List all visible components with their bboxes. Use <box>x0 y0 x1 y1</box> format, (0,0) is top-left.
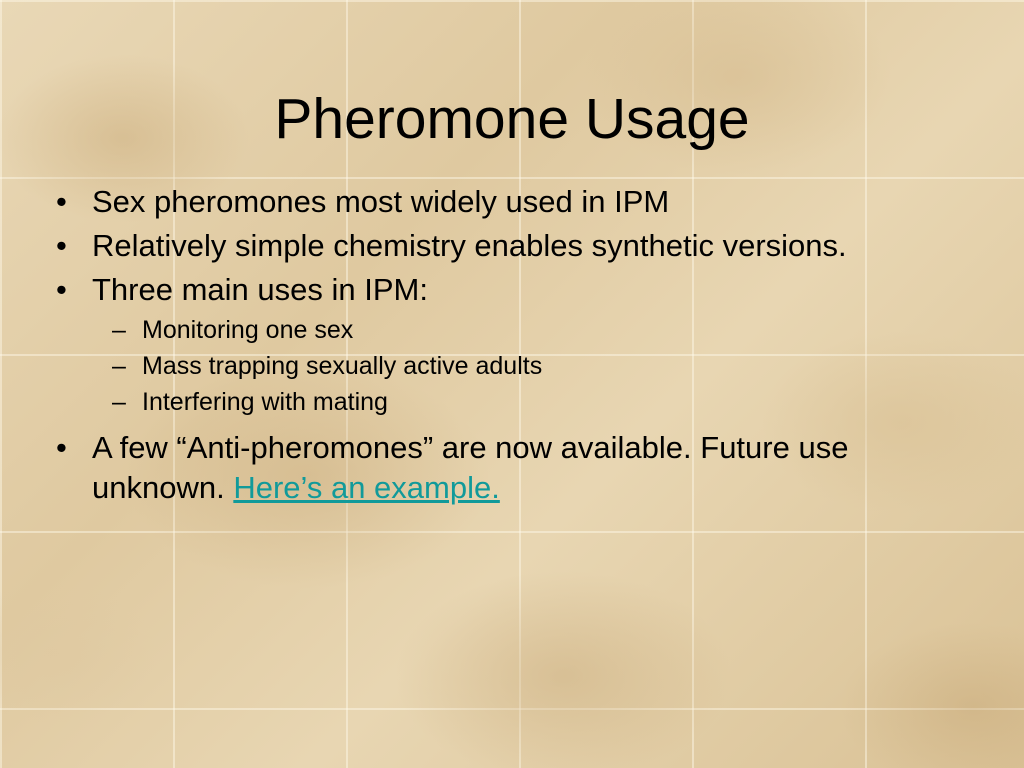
list-item <box>56 182 986 222</box>
sub-list-item <box>56 314 986 347</box>
sub-list-item <box>56 386 986 419</box>
slide-body-list <box>56 182 986 512</box>
list-item <box>56 270 986 310</box>
bullet-glyph: • <box>56 184 67 219</box>
bullet-glyph: • <box>56 429 67 465</box>
bullet-glyph: • <box>56 227 67 263</box>
list-item-label <box>92 428 986 508</box>
list-item <box>56 226 986 266</box>
list-item-label: Relatively simple chemistry enables synthetic versions. <box>92 227 847 263</box>
dash-glyph: – <box>112 315 126 344</box>
sub-list-item-label: Monitoring one sex <box>142 315 354 344</box>
sub-list-item-label: Mass trapping sexually active adults <box>142 351 543 380</box>
list-item-label: Sex pheromones most widely used in IPM <box>92 184 670 219</box>
page-title: Pheromone Usage <box>274 87 750 152</box>
example-link[interactable]: Here’s an example. <box>233 469 500 505</box>
dash-glyph: – <box>112 351 126 380</box>
list-item-label: Three main uses in IPM: <box>92 271 428 307</box>
sub-list-item-label: Interfering with mating <box>142 387 388 416</box>
sub-list-item <box>56 350 986 383</box>
dash-glyph: – <box>112 387 126 416</box>
bullet-glyph: • <box>56 271 67 307</box>
list-item-text: A few “Anti-pheromones” are now available. Future use unknown. <box>92 429 849 505</box>
list-item <box>56 428 986 508</box>
